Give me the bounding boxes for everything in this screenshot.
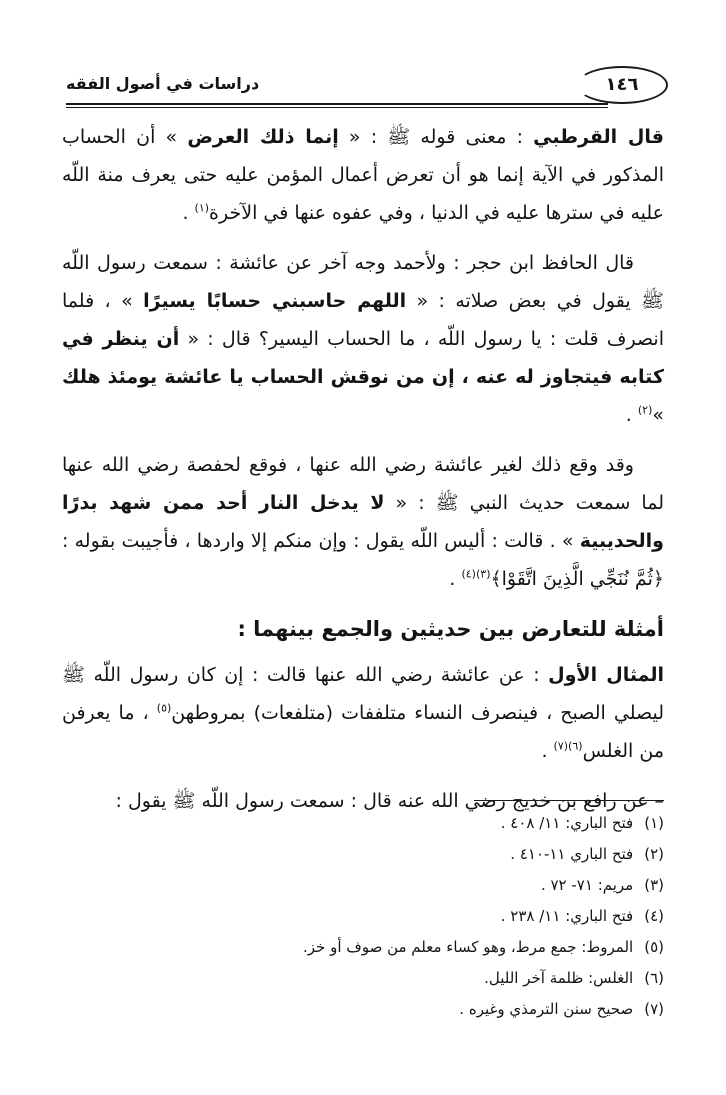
running-title: دراسات في أصول الفقه (66, 74, 260, 93)
paragraph-end: . (541, 740, 554, 762)
paragraph-end: . (625, 404, 638, 426)
page-number-badge: ١٤٦ (576, 66, 668, 104)
paragraph-text: : عن عائشة رضي الله عنها قالت : إن كان رسول اللّه ﷺ ليصلي الصبح ، فينصرف النساء متلففات (متلفعات) بمروطهن (62, 664, 665, 724)
paragraph-example-one (62, 656, 664, 770)
footnote-ref: (٦)(٧) (553, 739, 583, 753)
footnote-ref: (٥) (156, 701, 172, 715)
footnote-item (62, 808, 664, 839)
footnote-rule (474, 800, 664, 801)
footnote-number: (٧) (644, 1000, 664, 1018)
footnote-item (62, 932, 664, 963)
footnote-text: فتح الباري: ١١/ ٤٠٨ . (500, 814, 634, 832)
footnote-item (62, 963, 664, 994)
paragraph-text: » ، فلما انصرف قلت : يا رسول اللّه ، ما الحساب اليسير؟ قال : « (62, 290, 664, 350)
paragraph-end: . (449, 568, 462, 590)
footnote-item (62, 994, 664, 1025)
footnote-number: (٤) (644, 907, 664, 925)
paragraph-qurtubi (62, 118, 664, 232)
footnote-text: مريم: ٧١- ٧٢ . (540, 876, 634, 894)
paragraph-text: وقد وقع ذلك لغير عائشة رضي الله عنها ، فوقع لحفصة رضي الله عنها لما سمعت حديث النبي ﷺ : « (62, 454, 664, 514)
header-rule (66, 103, 608, 105)
paragraph-ibn-hajar (62, 244, 664, 434)
footnote-text: المروط: جمع مرط، وهو كساء معلم من صوف أو خز. (303, 938, 634, 956)
hadith-quote: إنما ذلك العرض (187, 126, 339, 148)
paragraph-text: قال الحافظ ابن حجر : ولأحمد وجه آخر عن عائشة : سمعت رسول اللّه ﷺ يقول في بعض صلاته : « (62, 252, 664, 312)
speaker-label: قال القرطبي (533, 126, 664, 148)
footnote-ref: (١) (194, 201, 210, 215)
hadith-quote: لا يدخل النار أحد ممن شهد بدرًا والحديبية (62, 492, 664, 552)
footnote-text: فتح الباري: ١١/ ٢٣٨ . (500, 907, 634, 925)
section-heading: أمثلة للتعارض بين حديثين والجمع بينهما : (237, 617, 664, 641)
footnote-number: (٦) (644, 969, 664, 987)
paragraph-text: – عن رافع بن خديج رضي الله عنه قال : سمعت رسول اللّه ﷺ يقول : (115, 790, 664, 812)
footnote-ref: (٢) (637, 403, 653, 417)
paragraph-end: . (182, 202, 195, 224)
paragraph-text: : معنى قوله ﷺ : « (338, 126, 534, 148)
footnote-text: صحيح سنن الترمذي وغيره . (459, 1000, 634, 1018)
footnote-ref: (٣)(٤) (461, 567, 491, 581)
paragraph-text: » . قالت : أليس اللّه يقول : وإن منكم إلا واردها ، فأجيبت بقوله : ﴿ثُمَّ نُنَجِّي الَّذِينَ اتَّقَوْا﴾ (62, 530, 664, 590)
paragraph-hafsa (62, 446, 664, 598)
paragraph-text: » أن الحساب المذكور في الآية إنما هو أن تعرض أعمال المؤمن عليه حتى يعرف منة اللّه عليه في سترها عليه في الدنيا ، وفي عفوه عنها في الآخرة (62, 126, 664, 224)
footnote-number: (٥) (644, 938, 664, 956)
paragraph-text: ، ما يعرفن من الغلس (62, 702, 664, 762)
footnote-text: فتح الباري ١١-٤١٠ . (510, 845, 634, 863)
paragraph-text: » (652, 404, 664, 426)
footnote-number: (٢) (644, 845, 664, 863)
footnote-number: (٣) (644, 876, 664, 894)
footnote-number: (١) (644, 814, 664, 832)
page-header (66, 66, 668, 106)
footnote-item (62, 901, 664, 932)
footnote-text: الغلس: ظلمة آخر الليل. (484, 969, 634, 987)
hadith-quote: اللهم حاسبني حسابًا يسيرًا (143, 290, 407, 312)
example-label: المثال الأول (548, 664, 664, 686)
footnotes (62, 808, 664, 1025)
footnote-item (62, 839, 664, 870)
body-text (62, 118, 664, 832)
header-rule-thin (66, 107, 608, 108)
footnote-item (62, 870, 664, 901)
hadith-quote: أن ينظر في كتابه فيتجاوز له عنه ، إن من نوقش الحساب يا عائشة يومئذ هلك (62, 328, 664, 388)
